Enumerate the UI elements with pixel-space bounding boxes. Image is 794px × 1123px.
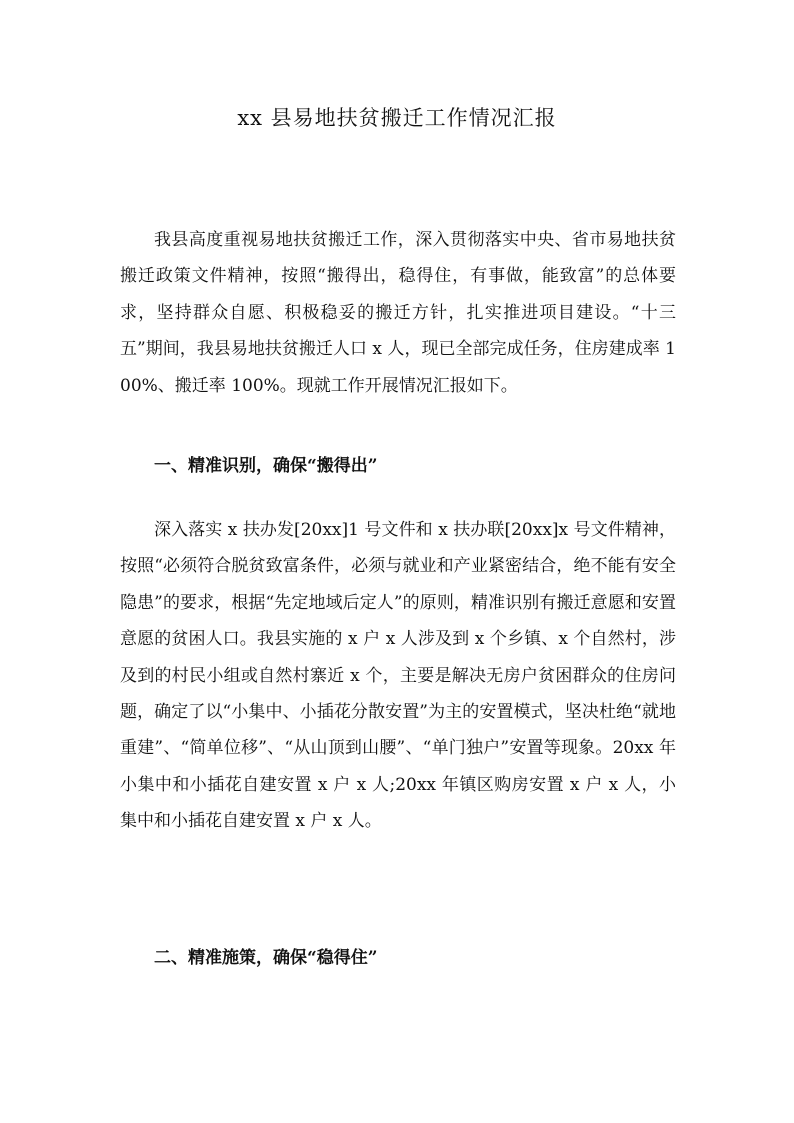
section-1-heading: 一、精准识别，确保“搬得出” [154,456,378,476]
document-title: xx 县易地扶贫搬迁工作情况汇报 [237,106,557,130]
section-1-paragraph: 深入落实 x 扶办发[20xx]1 号文件和 x 扶办联[20xx]x 号文件精神，按照“必须符合脱贫致富条件，必须与就业和产业紧密结合，绝不能有安全隐患”的要求，根据“先定地域后定人”的原则，精准识别有搬迁意愿和安置意愿的贫困人口。我县实施的 x 户 x 人涉及到 x 个乡镇、x 个自然村，涉及到的村民小组或自然村寨近 x 个，主要是解决无房户贫困群众的住房问题，确定了以“小集中、小插花分散安置”为主的安置模式，坚决杜绝“就地重建”、“简单位移”、“从山顶到山腰”、“单门独户”安置等现象。20xx 年小集中和小插花自建安置 x 户 x 人;20xx 年镇区购房安置 x 户 x 人，小集中和小插花自建安置 x 户 x 人。 [120,520,676,832]
intro-paragraph: 我县高度重视易地扶贫搬迁工作，深入贯彻落实中央、省市易地扶贫搬迁政策文件精神，按照“搬得出，稳得住，有事做，能致富”的总体要求，坚持群众自愿、积极稳妥的搬迁方针，扎实推进项目建设。“十三五”期间，我县易地扶贫搬迁人口 x 人，现已全部完成任务，住房建成率 100%、搬迁率 100%。现就工作开展情况汇报如下。 [120,230,676,396]
section-2-heading: 二、精准施策，确保“稳得住” [154,948,378,968]
